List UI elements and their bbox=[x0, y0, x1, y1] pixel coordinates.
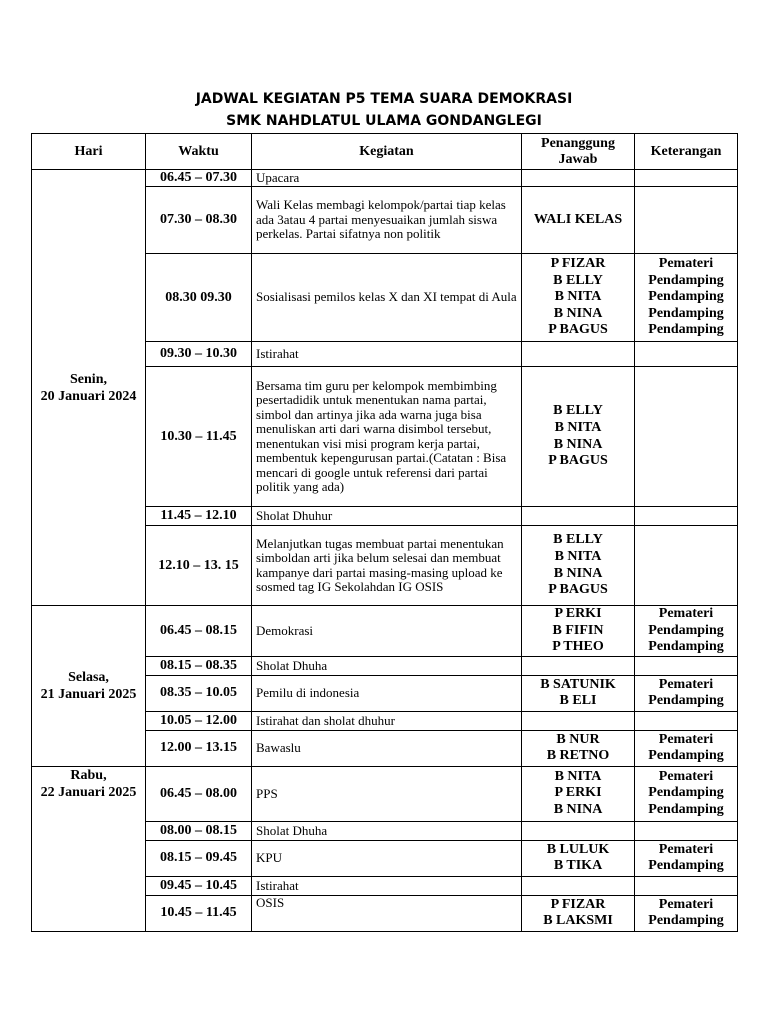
person-in-charge-cell bbox=[522, 876, 635, 895]
role-label: Pendamping bbox=[648, 913, 724, 929]
person-in-charge-cell bbox=[522, 711, 635, 730]
activity-cell: KPU bbox=[252, 840, 522, 876]
table-row bbox=[32, 606, 738, 657]
note-cell bbox=[635, 606, 738, 657]
person-in-charge-cell bbox=[522, 187, 635, 254]
time-cell: 08.15 – 09.45 bbox=[146, 840, 252, 876]
person-in-charge-cell bbox=[522, 895, 635, 931]
person-name: P BAGUS bbox=[548, 322, 608, 338]
person-name: B ELI bbox=[559, 693, 597, 709]
role-label: Pendamping bbox=[648, 858, 724, 874]
person-in-charge-cell bbox=[522, 840, 635, 876]
note-cell bbox=[635, 170, 738, 187]
day-cell bbox=[32, 606, 146, 767]
note-cell bbox=[635, 730, 738, 766]
person-name: B NINA bbox=[553, 802, 603, 818]
time-cell: 12.10 – 13. 15 bbox=[146, 526, 252, 606]
header-keterangan: Keterangan bbox=[635, 134, 738, 170]
activity-cell: Sholat Dhuhur bbox=[252, 507, 522, 526]
activity-cell: PPS bbox=[252, 766, 522, 821]
day-name: Selasa, bbox=[68, 669, 109, 685]
day-cell bbox=[32, 170, 146, 606]
schedule-body bbox=[32, 170, 738, 932]
person-name: B NITA bbox=[554, 768, 602, 784]
role-label: Pemateri bbox=[658, 731, 714, 747]
role-label: Pendamping bbox=[648, 305, 724, 321]
note-cell bbox=[635, 187, 738, 254]
activity-cell: Melanjutkan tugas membuat partai menentukan simboldan arti jika belum selesai dan membuat kampanye dari partai masing-masing upload ke sosmed tag IG Sekolahdan IG OSIS bbox=[252, 526, 522, 606]
activity-cell: Istirahat bbox=[252, 342, 522, 367]
person-in-charge-cell bbox=[522, 675, 635, 711]
role-label: Pendamping bbox=[648, 802, 724, 818]
person-in-charge-cell bbox=[522, 367, 635, 507]
role-label: Pendamping bbox=[648, 785, 724, 801]
note-cell bbox=[635, 675, 738, 711]
table-row bbox=[32, 766, 738, 821]
school-name: SMK NAHDLATUL ULAMA GONDANGLEGI bbox=[226, 113, 542, 129]
time-cell: 08.35 – 10.05 bbox=[146, 675, 252, 711]
person-in-charge-cell bbox=[522, 656, 635, 675]
header-waktu: Waktu bbox=[146, 134, 252, 170]
day-cell bbox=[32, 766, 146, 931]
person-name: B NITA bbox=[554, 289, 602, 305]
activity-cell: Pemilu di indonesia bbox=[252, 675, 522, 711]
time-cell: 08.00 – 08.15 bbox=[146, 821, 252, 840]
note-cell bbox=[635, 507, 738, 526]
note-cell bbox=[635, 766, 738, 821]
person-in-charge-cell bbox=[522, 526, 635, 606]
time-cell: 09.30 – 10.30 bbox=[146, 342, 252, 367]
person-name: P FIZAR bbox=[550, 256, 606, 272]
time-cell: 10.05 – 12.00 bbox=[146, 711, 252, 730]
person-in-charge-cell bbox=[522, 342, 635, 367]
role-label: Pemateri bbox=[658, 768, 714, 784]
role-label: Pendamping bbox=[648, 639, 724, 655]
day-date: 20 Januari 2024 bbox=[40, 388, 137, 404]
person-name: P ERKI bbox=[554, 606, 602, 621]
role-label: Pendamping bbox=[648, 289, 724, 305]
person-in-charge-cell bbox=[522, 821, 635, 840]
person-name: B ELLY bbox=[553, 403, 603, 419]
person-name: WALI KELAS bbox=[533, 211, 623, 227]
activity-cell: OSIS bbox=[252, 895, 522, 931]
note-cell bbox=[635, 656, 738, 675]
time-cell: 09.45 – 10.45 bbox=[146, 876, 252, 895]
person-name: P FIZAR bbox=[550, 896, 606, 912]
role-label: Pemateri bbox=[658, 256, 714, 272]
person-name: P BAGUS bbox=[548, 453, 608, 469]
role-label: Pendamping bbox=[648, 748, 724, 764]
person-name: B RETNO bbox=[546, 748, 610, 764]
activity-cell: Demokrasi bbox=[252, 606, 522, 657]
person-name: B NINA bbox=[553, 436, 603, 452]
role-label: Pemateri bbox=[658, 606, 714, 621]
role-label: Pemateri bbox=[658, 841, 714, 857]
role-label: Pendamping bbox=[648, 272, 724, 288]
note-cell bbox=[635, 342, 738, 367]
time-cell: 06.45 – 08.15 bbox=[146, 606, 252, 657]
person-name: B NUR bbox=[556, 731, 600, 747]
day-date: 21 Januari 2025 bbox=[40, 686, 137, 702]
time-cell: 08.30 09.30 bbox=[146, 254, 252, 342]
activity-cell: Istirahat dan sholat dhuhur bbox=[252, 711, 522, 730]
time-cell: 12.00 – 13.15 bbox=[146, 730, 252, 766]
person-name: P ERKI bbox=[554, 785, 602, 801]
note-cell bbox=[635, 840, 738, 876]
person-name: B SATUNIK bbox=[540, 676, 616, 692]
activity-cell: Istirahat bbox=[252, 876, 522, 895]
person-name: B NINA bbox=[553, 565, 603, 581]
time-cell: 07.30 – 08.30 bbox=[146, 187, 252, 254]
role-label: Pendamping bbox=[648, 322, 724, 338]
schedule-table bbox=[31, 133, 738, 932]
table-row bbox=[32, 170, 738, 187]
time-cell: 06.45 – 08.00 bbox=[146, 766, 252, 821]
activity-cell: Wali Kelas membagi kelompok/partai tiap kelas ada 3atau 4 partai menyesuaikan jumlah siswa perkelas. Partai sifatnya non politik bbox=[252, 187, 522, 254]
time-cell: 08.15 – 08.35 bbox=[146, 656, 252, 675]
role-label: Pendamping bbox=[648, 693, 724, 709]
person-name: B FIFIN bbox=[552, 622, 604, 638]
person-name: B ELLY bbox=[553, 532, 603, 548]
activity-cell: Bersama tim guru per kelompok membimbing pesertadidik untuk menentukan nama partai, simbol dan artinya jika ada warna juga bisa menuliskan arti dari warna disimbol tersebut, menentukan visi misi program kerja partai, membentuk kepengurusan partai.(Catatan : Bisa mencari di google untuk referensi dari partai politik yang ada) bbox=[252, 367, 522, 507]
day-date: 22 Januari 2025 bbox=[40, 784, 137, 800]
person-name: P BAGUS bbox=[548, 582, 608, 598]
note-cell bbox=[635, 895, 738, 931]
role-label: Pendamping bbox=[648, 622, 724, 638]
person-in-charge-cell bbox=[522, 507, 635, 526]
person-name: B LULUK bbox=[546, 841, 610, 857]
note-cell bbox=[635, 821, 738, 840]
header-row bbox=[32, 134, 738, 170]
role-label: Pemateri bbox=[658, 896, 714, 912]
role-label: Pemateri bbox=[658, 676, 714, 692]
person-name: B LAKSMI bbox=[543, 913, 613, 929]
person-name: B NINA bbox=[553, 305, 603, 321]
person-in-charge-cell bbox=[522, 170, 635, 187]
activity-cell: Upacara bbox=[252, 170, 522, 187]
note-cell bbox=[635, 711, 738, 730]
person-name: B NITA bbox=[554, 419, 602, 435]
person-name: B ELLY bbox=[553, 272, 603, 288]
note-cell bbox=[635, 526, 738, 606]
header-penanggung-jawab: Penanggung Jawab bbox=[522, 134, 635, 170]
time-cell: 10.30 – 11.45 bbox=[146, 367, 252, 507]
day-name: Rabu, bbox=[70, 767, 107, 783]
activity-cell: Sholat Dhuha bbox=[252, 821, 522, 840]
note-cell bbox=[635, 254, 738, 342]
time-cell: 06.45 – 07.30 bbox=[146, 170, 252, 187]
person-name: B NITA bbox=[554, 548, 602, 564]
person-in-charge-cell bbox=[522, 730, 635, 766]
person-in-charge-cell bbox=[522, 254, 635, 342]
person-in-charge-cell bbox=[522, 606, 635, 657]
person-in-charge-cell bbox=[522, 766, 635, 821]
header-hari: Hari bbox=[32, 134, 146, 170]
person-name: B TIKA bbox=[553, 858, 603, 874]
activity-cell: Bawaslu bbox=[252, 730, 522, 766]
time-cell: 10.45 – 11.45 bbox=[146, 895, 252, 931]
time-cell: 11.45 – 12.10 bbox=[146, 507, 252, 526]
activity-cell: Sholat Dhuha bbox=[252, 656, 522, 675]
note-cell bbox=[635, 876, 738, 895]
document-title: JADWAL KEGIATAN P5 TEMA SUARA DEMOKRASI bbox=[195, 91, 573, 107]
activity-cell: Sosialisasi pemilos kelas X dan XI tempat di Aula bbox=[252, 254, 522, 342]
note-cell bbox=[635, 367, 738, 507]
person-name: P THEO bbox=[552, 639, 604, 655]
day-name: Senin, bbox=[70, 371, 107, 387]
header-kegiatan: Kegiatan bbox=[252, 134, 522, 170]
